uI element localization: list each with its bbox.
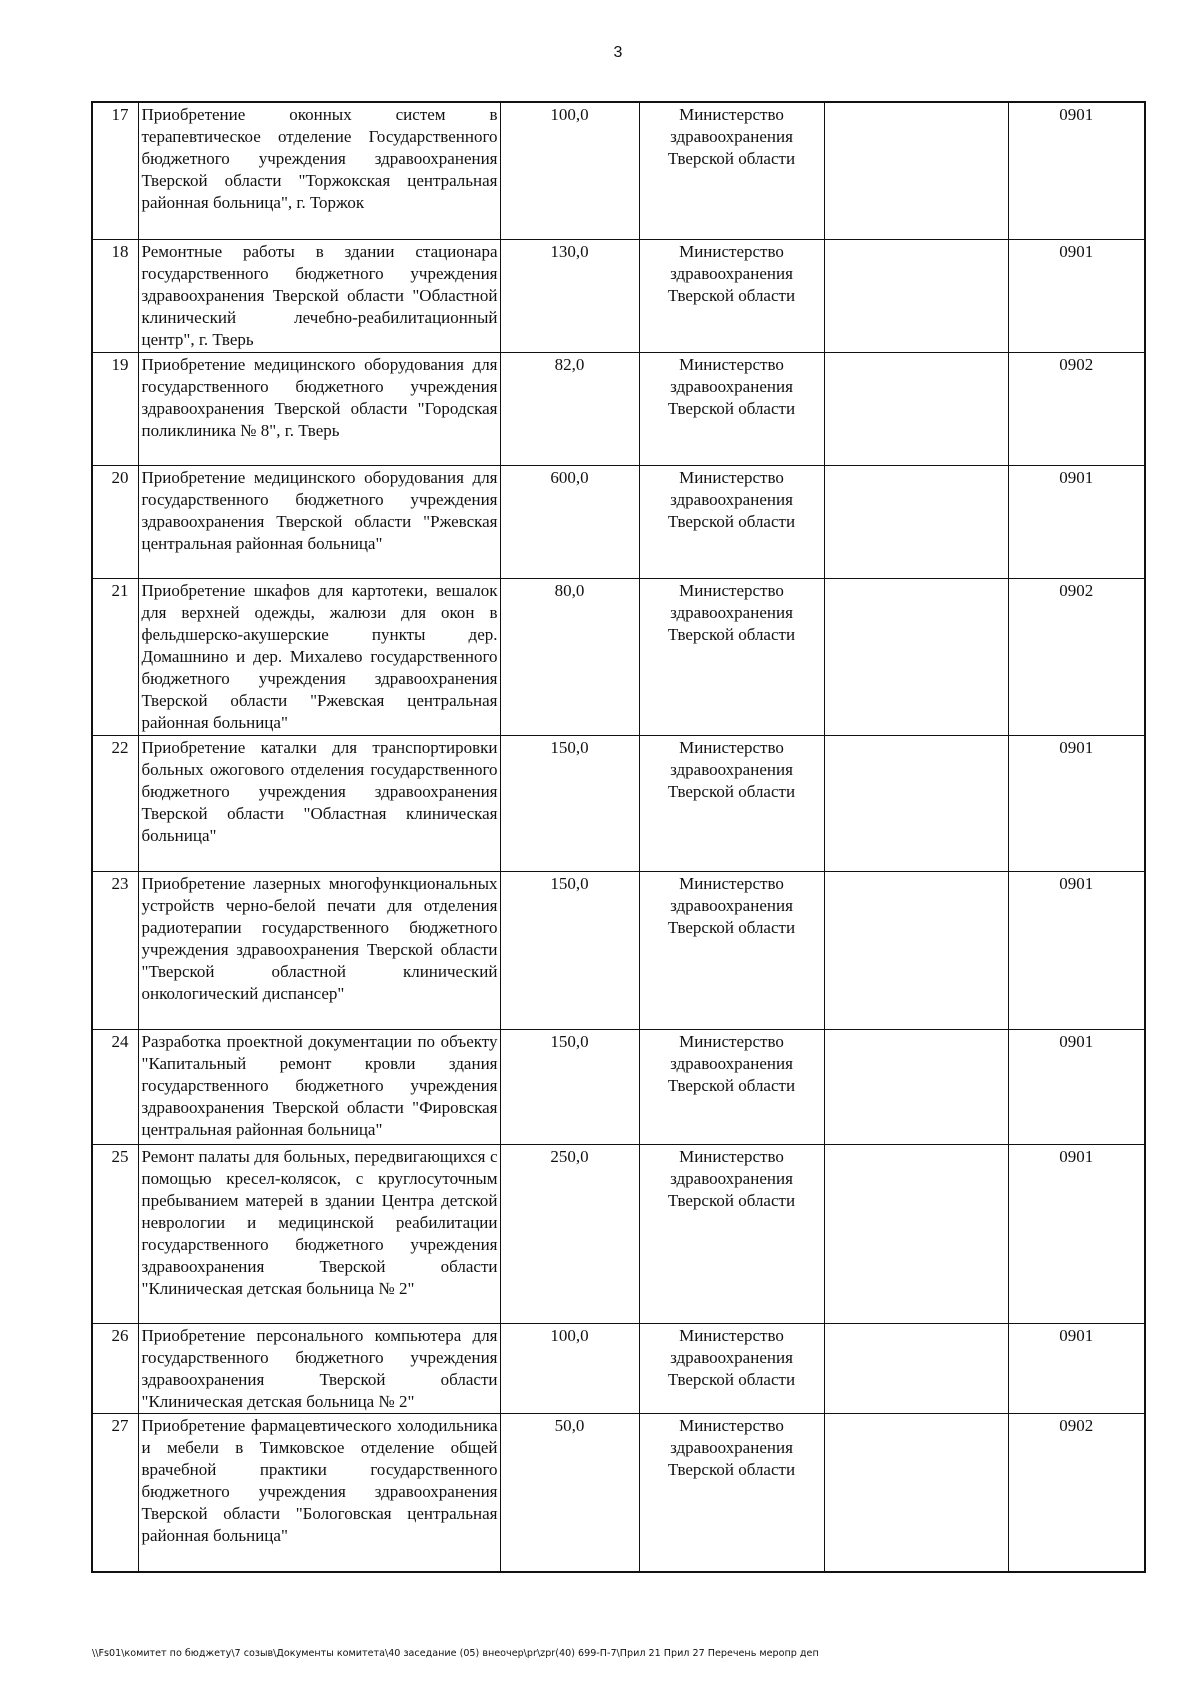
row-number: 26 <box>92 1323 138 1413</box>
ministry-cell: Министерство здравоохранения Тверской области <box>639 1144 824 1323</box>
budget-code-cell: 0901 <box>1008 1144 1145 1323</box>
row-number: 24 <box>92 1029 138 1144</box>
amount-cell: 130,0 <box>500 239 639 352</box>
measure-description: Разработка проектной документации по объекту "Капитальный ремонт кровли здания государственного бюджетного учреждения здравоохранения Тверской области "Фировская центральная районная больница" <box>138 1029 500 1144</box>
measure-description: Приобретение медицинского оборудования для государственного бюджетного учреждения здравоохранения Тверской области "Городская поликлиника № 8", г. Тверь <box>138 352 500 465</box>
empty-cell <box>824 735 1008 871</box>
amount-cell: 150,0 <box>500 735 639 871</box>
budget-code-cell: 0901 <box>1008 465 1145 578</box>
amount-cell: 600,0 <box>500 465 639 578</box>
row-number: 18 <box>92 239 138 352</box>
row-number: 23 <box>92 871 138 1029</box>
empty-cell <box>824 239 1008 352</box>
table-row <box>92 239 1145 352</box>
row-number: 20 <box>92 465 138 578</box>
table-row <box>92 871 1145 1029</box>
empty-cell <box>824 1029 1008 1144</box>
ministry-cell: Министерство здравоохранения Тверской области <box>639 239 824 352</box>
measure-description: Приобретение оконных систем в терапевтическое отделение Государственного бюджетного учреждения здравоохранения Тверской области "Торжокская центральная районная больница", г. Торжок <box>138 102 500 239</box>
footer-file-path: \\Fs01\комитет по бюджету\7 созыв\Документы комитета\40 заседание (05) внеочер\pr\zpr(40) 699-П-7\Прил 21 Прил 27 Перечень меропр деп <box>92 1648 819 1659</box>
empty-cell <box>824 1413 1008 1572</box>
measure-description: Приобретение медицинского оборудования для государственного бюджетного учреждения здравоохранения Тверской области "Ржевская центральная районная больница" <box>138 465 500 578</box>
amount-cell: 150,0 <box>500 871 639 1029</box>
ministry-cell: Министерство здравоохранения Тверской области <box>639 1413 824 1572</box>
row-number: 17 <box>92 102 138 239</box>
ministry-cell: Министерство здравоохранения Тверской области <box>639 871 824 1029</box>
table-row <box>92 102 1145 239</box>
budget-code-cell: 0901 <box>1008 102 1145 239</box>
ministry-cell: Министерство здравоохранения Тверской области <box>639 1029 824 1144</box>
budget-code-cell: 0901 <box>1008 1323 1145 1413</box>
ministry-cell: Министерство здравоохранения Тверской области <box>639 465 824 578</box>
table-row <box>92 578 1145 735</box>
measure-description: Ремонт палаты для больных, передвигающихся с помощью кресел-колясок, с круглосуточным пребыванием матерей в здании Центра детской неврологии и медицинской реабилитации государственного бюджетного учреждения здравоохранения Тверской области "Клиническая детская больница № 2" <box>138 1144 500 1323</box>
budget-code-cell: 0901 <box>1008 1029 1145 1144</box>
row-number: 21 <box>92 578 138 735</box>
row-number: 19 <box>92 352 138 465</box>
ministry-cell: Министерство здравоохранения Тверской области <box>639 735 824 871</box>
amount-cell: 250,0 <box>500 1144 639 1323</box>
table-row <box>92 735 1145 871</box>
budget-code-cell: 0901 <box>1008 735 1145 871</box>
amount-cell: 50,0 <box>500 1413 639 1572</box>
empty-cell <box>824 1323 1008 1413</box>
table-row <box>92 1323 1145 1413</box>
measure-description: Приобретение фармацевтического холодильника и мебели в Тимковское отделение общей врачебной практики государственного бюджетного учреждения здравоохранения Тверской области "Бологовская центральная районная больница" <box>138 1413 500 1572</box>
measures-table <box>91 101 1146 1573</box>
empty-cell <box>824 102 1008 239</box>
measure-description: Ремонтные работы в здании стационара государственного бюджетного учреждения здравоохранения Тверской области "Областной клинический лечебно-реабилитационный центр", г. Тверь <box>138 239 500 352</box>
budget-code-cell: 0902 <box>1008 578 1145 735</box>
measure-description: Приобретение шкафов для картотеки, вешалок для верхней одежды, жалюзи для окон в фельдшерско-акушерские пункты дер. Домашнино и дер. Михалево государственного бюджетного учреждения здравоохранения Тверской области "Ржевская центральная районная больница" <box>138 578 500 735</box>
amount-cell: 80,0 <box>500 578 639 735</box>
row-number: 27 <box>92 1413 138 1572</box>
empty-cell <box>824 352 1008 465</box>
ministry-cell: Министерство здравоохранения Тверской области <box>639 352 824 465</box>
measure-description: Приобретение каталки для транспортировки больных ожогового отделения государственного бюджетного учреждения здравоохранения Тверской области "Областная клиническая больница" <box>138 735 500 871</box>
budget-code-cell: 0901 <box>1008 871 1145 1029</box>
table-row <box>92 1029 1145 1144</box>
empty-cell <box>824 465 1008 578</box>
empty-cell <box>824 578 1008 735</box>
row-number: 22 <box>92 735 138 871</box>
ministry-cell: Министерство здравоохранения Тверской области <box>639 578 824 735</box>
page-number: 3 <box>613 44 623 61</box>
budget-code-cell: 0901 <box>1008 239 1145 352</box>
budget-code-cell: 0902 <box>1008 1413 1145 1572</box>
budget-code-cell: 0902 <box>1008 352 1145 465</box>
amount-cell: 150,0 <box>500 1029 639 1144</box>
table-row <box>92 352 1145 465</box>
amount-cell: 82,0 <box>500 352 639 465</box>
measure-description: Приобретение лазерных многофункциональных устройств черно-белой печати для отделения радиотерапии государственного бюджетного учреждения здравоохранения Тверской области "Тверской областной клинический онкологический диспансер" <box>138 871 500 1029</box>
empty-cell <box>824 1144 1008 1323</box>
measure-description: Приобретение персонального компьютера для государственного бюджетного учреждения здравоохранения Тверской области "Клиническая детская больница № 2" <box>138 1323 500 1413</box>
table-row <box>92 465 1145 578</box>
ministry-cell: Министерство здравоохранения Тверской области <box>639 1323 824 1413</box>
table-row <box>92 1144 1145 1323</box>
empty-cell <box>824 871 1008 1029</box>
amount-cell: 100,0 <box>500 1323 639 1413</box>
table-row <box>92 1413 1145 1572</box>
row-number: 25 <box>92 1144 138 1323</box>
ministry-cell: Министерство здравоохранения Тверской области <box>639 102 824 239</box>
amount-cell: 100,0 <box>500 102 639 239</box>
